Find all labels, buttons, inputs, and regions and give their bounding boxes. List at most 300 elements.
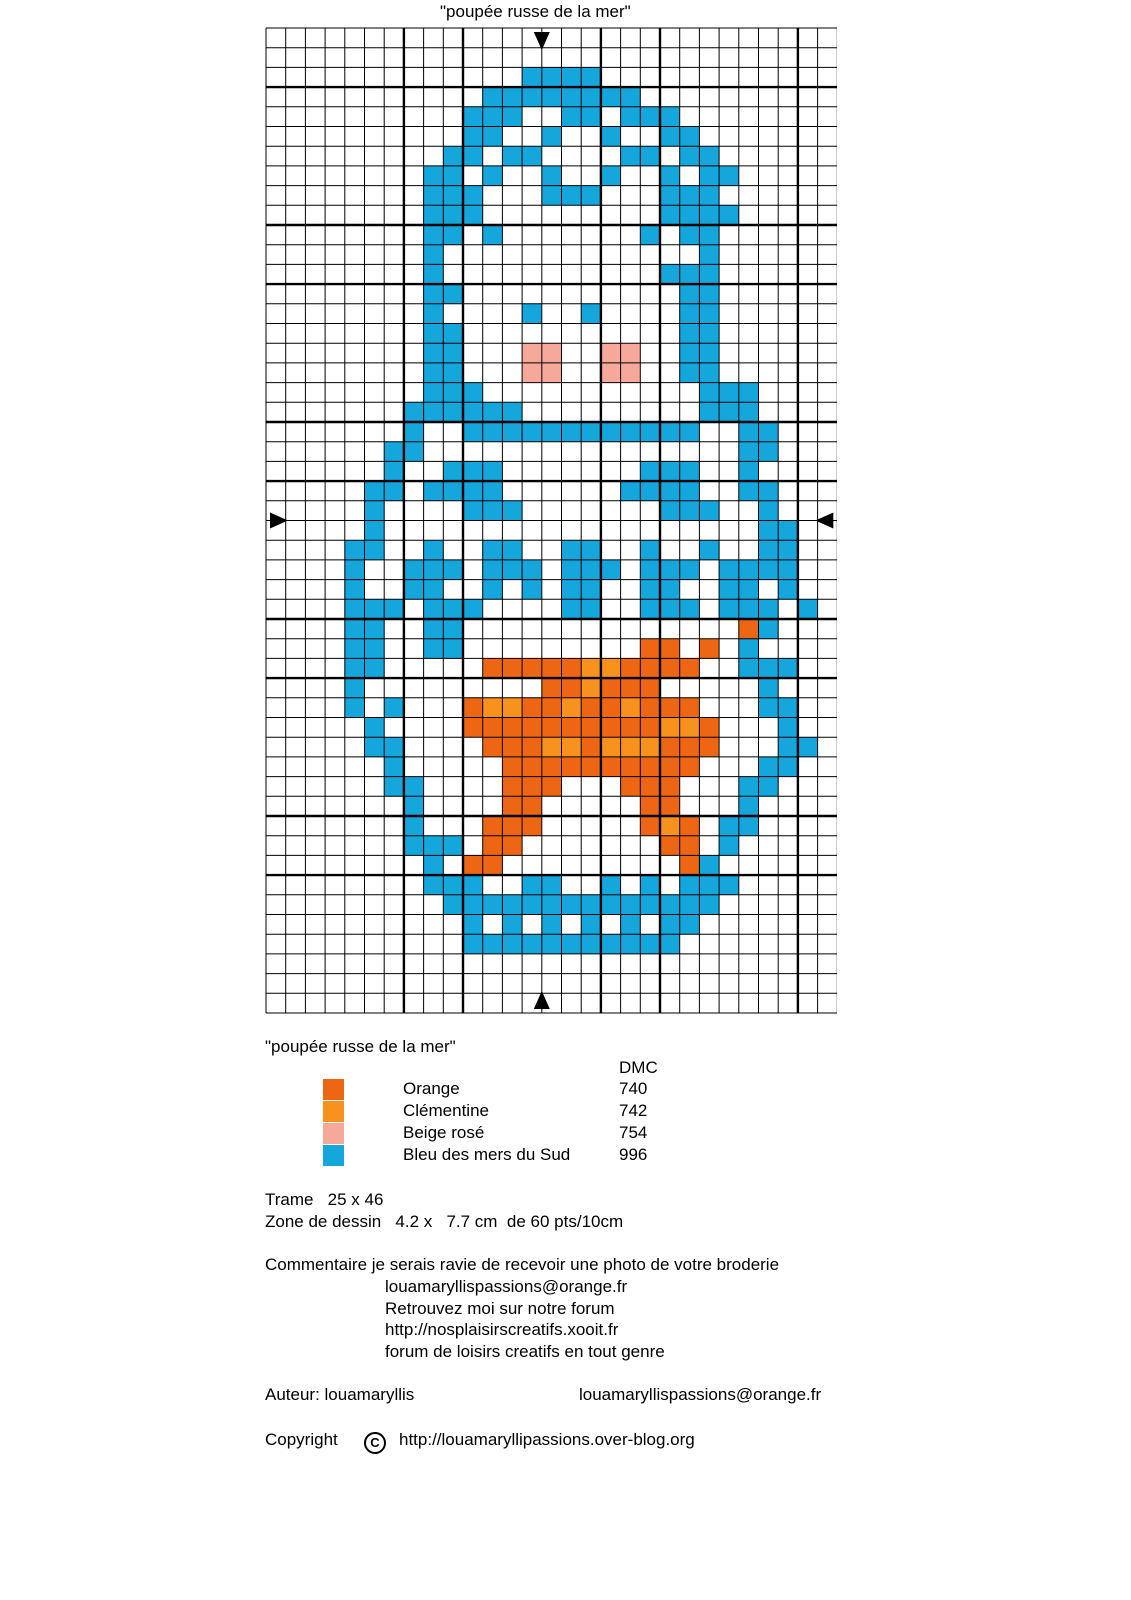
- stitch-cell: [581, 678, 601, 698]
- stitch-cell: [699, 245, 719, 265]
- stitch-cell: [739, 481, 759, 501]
- stitch-cell: [424, 599, 444, 619]
- stitch-cell: [680, 836, 700, 856]
- stitch-cell: [660, 599, 680, 619]
- stitch-cell: [680, 855, 700, 875]
- stitch-cell: [699, 225, 719, 245]
- stitch-cell: [621, 343, 641, 363]
- stitch-cell: [443, 461, 463, 481]
- stitch-cell: [699, 146, 719, 166]
- stitch-cell: [601, 127, 621, 147]
- stitch-cell: [699, 304, 719, 324]
- copyright-icon: C: [364, 1432, 386, 1454]
- stitch-cell: [621, 895, 641, 915]
- stitch-cell: [542, 934, 562, 954]
- stitch-cell: [581, 422, 601, 442]
- stitch-cell: [739, 639, 759, 659]
- stitch-cell: [719, 166, 739, 186]
- stitch-cell: [365, 521, 385, 541]
- stitch-cell: [621, 915, 641, 935]
- stitch-cell: [463, 461, 483, 481]
- chart-title: "poupée russe de la mer": [440, 2, 631, 21]
- stitch-cell: [502, 718, 522, 738]
- stitch-cell: [660, 127, 680, 147]
- stitch-cell: [562, 678, 582, 698]
- author-email: louamaryllispassions@orange.fr: [579, 1385, 822, 1404]
- stitch-cell: [502, 757, 522, 777]
- stitch-cell: [562, 698, 582, 718]
- stitch-cell: [483, 855, 503, 875]
- stitch-cell: [660, 934, 680, 954]
- stitch-cell: [621, 481, 641, 501]
- stitch-cell: [384, 461, 404, 481]
- stitch-cell: [680, 560, 700, 580]
- stitch-cell: [680, 343, 700, 363]
- stitch-cell: [542, 757, 562, 777]
- stitch-cell: [680, 127, 700, 147]
- stitch-cell: [581, 599, 601, 619]
- stitch-cell: [621, 777, 641, 797]
- stitch-cell: [699, 737, 719, 757]
- stitch-cell: [404, 836, 424, 856]
- stitch-cell: [699, 383, 719, 403]
- stitch-cell: [640, 698, 660, 718]
- stitch-cell: [680, 757, 700, 777]
- stitch-cell: [680, 461, 700, 481]
- stitch-cell: [483, 402, 503, 422]
- stitch-cell: [443, 284, 463, 304]
- stitch-cell: [424, 264, 444, 284]
- stitch-cell: [778, 718, 798, 738]
- stitch-cell: [463, 698, 483, 718]
- stitch-cell: [699, 166, 719, 186]
- stitch-cell: [522, 698, 542, 718]
- stitch-cell: [502, 737, 522, 757]
- stitch-cell: [424, 166, 444, 186]
- stitch-cell: [699, 639, 719, 659]
- stitch-cell: [581, 658, 601, 678]
- stitch-cell: [424, 836, 444, 856]
- stitch-cell: [542, 166, 562, 186]
- stitch-cell: [660, 757, 680, 777]
- stitch-cell: [699, 875, 719, 895]
- stitch-cell: [778, 580, 798, 600]
- stitch-cell: [621, 718, 641, 738]
- stitch-cell: [759, 777, 779, 797]
- stitch-cell: [759, 658, 779, 678]
- blog-link: http://louamaryllipassions.over-blog.org: [399, 1430, 695, 1449]
- stitch-cell: [778, 737, 798, 757]
- stitch-cell: [502, 560, 522, 580]
- stitch-cell: [483, 127, 503, 147]
- stitch-cell: [640, 678, 660, 698]
- stitch-cell: [424, 225, 444, 245]
- stitch-cell: [365, 481, 385, 501]
- stitch-cell: [739, 580, 759, 600]
- stitch-cell: [443, 324, 463, 344]
- stitch-cell: [424, 481, 444, 501]
- stitch-cell: [640, 875, 660, 895]
- trame-info: Trame 25 x 46: [265, 1190, 384, 1209]
- stitch-cell: [443, 875, 463, 895]
- stitch-cell: [759, 422, 779, 442]
- stitch-cell: [759, 540, 779, 560]
- stitch-cell: [581, 304, 601, 324]
- stitch-cell: [660, 816, 680, 836]
- stitch-cell: [640, 796, 660, 816]
- stitch-cell: [483, 836, 503, 856]
- stitch-cell: [502, 422, 522, 442]
- stitch-cell: [739, 442, 759, 462]
- stitch-cell: [778, 658, 798, 678]
- stitch-cell: [759, 501, 779, 521]
- stitch-cell: [719, 599, 739, 619]
- stitch-cell: [601, 934, 621, 954]
- stitch-cell: [365, 599, 385, 619]
- stitch-cell: [660, 915, 680, 935]
- stitch-cell: [522, 560, 542, 580]
- stitch-cell: [463, 855, 483, 875]
- stitch-cell: [739, 619, 759, 639]
- stitch-cell: [660, 166, 680, 186]
- stitch-cell: [542, 718, 562, 738]
- stitch-cell: [719, 875, 739, 895]
- stitch-cell: [424, 580, 444, 600]
- stitch-cell: [660, 501, 680, 521]
- stitch-cell: [699, 205, 719, 225]
- stitch-cell: [424, 402, 444, 422]
- stitch-cell: [424, 875, 444, 895]
- stitch-cell: [601, 757, 621, 777]
- stitch-cell: [621, 146, 641, 166]
- stitch-cell: [640, 225, 660, 245]
- stitch-cell: [502, 895, 522, 915]
- stitch-cell: [581, 718, 601, 738]
- stitch-cell: [621, 934, 641, 954]
- stitch-cell: [483, 501, 503, 521]
- stitch-cell: [660, 737, 680, 757]
- stitch-cell: [424, 205, 444, 225]
- stitch-cell: [463, 383, 483, 403]
- stitch-cell: [443, 481, 463, 501]
- stitch-cell: [680, 501, 700, 521]
- stitch-cell: [759, 560, 779, 580]
- stitch-cell: [640, 481, 660, 501]
- thread-name: Clémentine: [403, 1101, 489, 1120]
- stitch-cell: [424, 363, 444, 383]
- color-swatch: [323, 1079, 344, 1100]
- stitch-cell: [621, 678, 641, 698]
- stitch-cell: [463, 915, 483, 935]
- stitch-cell: [522, 895, 542, 915]
- stitch-cell: [660, 658, 680, 678]
- stitch-cell: [640, 107, 660, 127]
- stitch-cell: [522, 363, 542, 383]
- stitch-cell: [680, 363, 700, 383]
- stitch-cell: [680, 895, 700, 915]
- stitch-cell: [542, 895, 562, 915]
- stitch-cell: [660, 422, 680, 442]
- stitch-cell: [601, 875, 621, 895]
- stitch-cell: [621, 87, 641, 107]
- stitch-cell: [522, 658, 542, 678]
- stitch-cell: [365, 639, 385, 659]
- stitch-cell: [601, 560, 621, 580]
- stitch-cell: [384, 442, 404, 462]
- stitch-cell: [699, 363, 719, 383]
- stitch-cell: [424, 304, 444, 324]
- stitch-cell: [522, 422, 542, 442]
- stitch-cell: [483, 737, 503, 757]
- stitch-cell: [660, 777, 680, 797]
- stitch-cell: [424, 560, 444, 580]
- stitch-cell: [640, 718, 660, 738]
- stitch-cell: [502, 915, 522, 935]
- stitch-cell: [424, 324, 444, 344]
- stitch-cell: [463, 186, 483, 206]
- stitch-cell: [542, 678, 562, 698]
- color-swatch: [323, 1101, 344, 1122]
- stitch-cell: [680, 718, 700, 738]
- stitch-cell: [522, 777, 542, 797]
- comment-line: Commentaire je serais ravie de recevoir une photo de votre broderie: [265, 1255, 780, 1274]
- stitch-cell: [522, 875, 542, 895]
- stitch-cell: [345, 599, 365, 619]
- stitch-cell: [384, 757, 404, 777]
- stitch-cell: [562, 934, 582, 954]
- stitch-cell: [680, 284, 700, 304]
- stitch-cell: [502, 796, 522, 816]
- stitch-cell: [345, 698, 365, 718]
- stitch-cell: [542, 698, 562, 718]
- stitch-cell: [601, 678, 621, 698]
- stitch-cell: [384, 599, 404, 619]
- stitch-cell: [660, 205, 680, 225]
- stitch-cell: [522, 67, 542, 87]
- stitch-cell: [562, 67, 582, 87]
- stitch-cell: [443, 166, 463, 186]
- stitch-cell: [404, 580, 424, 600]
- stitch-cell: [739, 599, 759, 619]
- stitch-cell: [660, 461, 680, 481]
- stitch-cell: [483, 422, 503, 442]
- stitch-cell: [798, 737, 818, 757]
- stitch-cell: [483, 718, 503, 738]
- stitch-cell: [699, 855, 719, 875]
- stitch-cell: [640, 560, 660, 580]
- stitch-cell: [443, 599, 463, 619]
- stitch-cell: [680, 186, 700, 206]
- stitch-cell: [680, 304, 700, 324]
- stitch-cell: [424, 540, 444, 560]
- stitch-cell: [640, 599, 660, 619]
- stitch-cell: [345, 658, 365, 678]
- stitch-cell: [601, 658, 621, 678]
- stitch-cell: [542, 87, 562, 107]
- stitch-cell: [759, 678, 779, 698]
- stitch-cell: [759, 619, 779, 639]
- thread-code: 742: [619, 1101, 648, 1120]
- stitch-cell: [345, 540, 365, 560]
- stitch-cell: [502, 836, 522, 856]
- color-swatch: [323, 1123, 344, 1144]
- stitch-cell: [522, 580, 542, 600]
- stitch-cell: [739, 816, 759, 836]
- stitch-cell: [522, 816, 542, 836]
- stitch-cell: [581, 540, 601, 560]
- stitch-cell: [660, 580, 680, 600]
- stitch-cell: [443, 895, 463, 915]
- stitch-cell: [365, 718, 385, 738]
- stitch-cell: [640, 895, 660, 915]
- comment-email: louamaryllispassions@orange.fr: [385, 1277, 628, 1296]
- stitch-cell: [443, 836, 463, 856]
- stitch-cell: [581, 87, 601, 107]
- stitch-cell: [443, 343, 463, 363]
- stitch-cell: [424, 186, 444, 206]
- dmc-header: DMC: [619, 1058, 658, 1077]
- stitch-cell: [483, 934, 503, 954]
- stitch-cell: [640, 146, 660, 166]
- stitch-cell: [443, 383, 463, 403]
- stitch-cell: [621, 422, 641, 442]
- stitch-cell: [463, 501, 483, 521]
- stitch-cell: [463, 481, 483, 501]
- stitch-cell: [660, 796, 680, 816]
- stitch-cell: [699, 264, 719, 284]
- stitch-cell: [719, 205, 739, 225]
- stitch-cell: [463, 599, 483, 619]
- stitch-cell: [562, 737, 582, 757]
- stitch-cell: [502, 501, 522, 521]
- stitch-cell: [640, 580, 660, 600]
- stitch-cell: [562, 580, 582, 600]
- stitch-cell: [463, 205, 483, 225]
- stitch-cell: [680, 816, 700, 836]
- stitch-cell: [581, 580, 601, 600]
- stitch-cell: [483, 166, 503, 186]
- stitch-cell: [581, 698, 601, 718]
- stitch-cell: [778, 540, 798, 560]
- stitch-cell: [463, 127, 483, 147]
- stitch-cell: [640, 461, 660, 481]
- stitch-cell: [581, 757, 601, 777]
- zone-info: Zone de dessin 4.2 x 7.7 cm de 60 pts/10cm: [265, 1212, 624, 1231]
- stitch-cell: [621, 363, 641, 383]
- stitch-cell: [483, 225, 503, 245]
- stitch-cell: [621, 757, 641, 777]
- stitch-cell: [640, 934, 660, 954]
- comment-line: Retrouvez moi sur notre forum: [385, 1299, 615, 1318]
- stitch-cell: [384, 481, 404, 501]
- stitch-cell: [522, 87, 542, 107]
- stitch-cell: [759, 442, 779, 462]
- stitch-cell: [502, 934, 522, 954]
- stitch-cell: [699, 324, 719, 344]
- stitch-cell: [601, 166, 621, 186]
- stitch-cell: [699, 718, 719, 738]
- stitch-cell: [759, 481, 779, 501]
- stitch-cell: [699, 895, 719, 915]
- stitch-cell: [443, 402, 463, 422]
- legend-title: "poupée russe de la mer": [265, 1037, 456, 1056]
- stitch-cell: [581, 67, 601, 87]
- stitch-cell: [739, 658, 759, 678]
- stitch-cell: [404, 816, 424, 836]
- stitch-cell: [778, 698, 798, 718]
- stitch-cell: [680, 481, 700, 501]
- stitch-cell: [562, 540, 582, 560]
- stitch-cell: [384, 777, 404, 797]
- stitch-cell: [443, 619, 463, 639]
- stitch-cell: [522, 718, 542, 738]
- stitch-cell: [680, 599, 700, 619]
- stitch-cell: [739, 402, 759, 422]
- stitch-cell: [404, 777, 424, 797]
- stitch-cell: [365, 619, 385, 639]
- stitch-cell: [522, 146, 542, 166]
- stitch-cell: [542, 777, 562, 797]
- stitch-cell: [424, 245, 444, 265]
- stitch-cell: [739, 560, 759, 580]
- stitch-cell: [483, 560, 503, 580]
- stitch-cell: [443, 225, 463, 245]
- stitch-cell: [640, 816, 660, 836]
- stitch-cell: [404, 442, 424, 462]
- stitch-cell: [424, 284, 444, 304]
- comment-line: forum de loisirs creatifs en tout genre: [385, 1342, 665, 1361]
- stitch-cell: [601, 737, 621, 757]
- stitch-cell: [680, 264, 700, 284]
- stitch-cell: [542, 875, 562, 895]
- stitch-cell: [640, 757, 660, 777]
- stitch-cell: [562, 718, 582, 738]
- stitch-cell: [581, 107, 601, 127]
- stitch-cell: [483, 698, 503, 718]
- stitch-cell: [562, 599, 582, 619]
- stitch-cell: [522, 796, 542, 816]
- stitch-cell: [778, 521, 798, 541]
- stitch-cell: [562, 107, 582, 127]
- stitch-cell: [483, 107, 503, 127]
- cross-stitch-grid: [265, 27, 837, 1019]
- stitch-cell: [581, 934, 601, 954]
- stitch-cell: [581, 915, 601, 935]
- stitch-cell: [798, 599, 818, 619]
- stitch-cell: [522, 304, 542, 324]
- stitch-cell: [404, 560, 424, 580]
- stitch-cell: [759, 698, 779, 718]
- stitch-cell: [404, 402, 424, 422]
- stitch-cell: [522, 737, 542, 757]
- stitch-cell: [424, 619, 444, 639]
- stitch-cell: [601, 895, 621, 915]
- stitch-cell: [699, 501, 719, 521]
- stitch-cell: [502, 107, 522, 127]
- stitch-cell: [601, 87, 621, 107]
- stitch-cell: [483, 481, 503, 501]
- stitch-cell: [562, 560, 582, 580]
- stitch-cell: [601, 718, 621, 738]
- thread-code: 740: [619, 1079, 648, 1098]
- stitch-cell: [463, 402, 483, 422]
- stitch-cell: [443, 639, 463, 659]
- stitch-cell: [463, 718, 483, 738]
- stitch-cell: [483, 658, 503, 678]
- stitch-cell: [581, 895, 601, 915]
- stitch-cell: [542, 422, 562, 442]
- stitch-cell: [739, 422, 759, 442]
